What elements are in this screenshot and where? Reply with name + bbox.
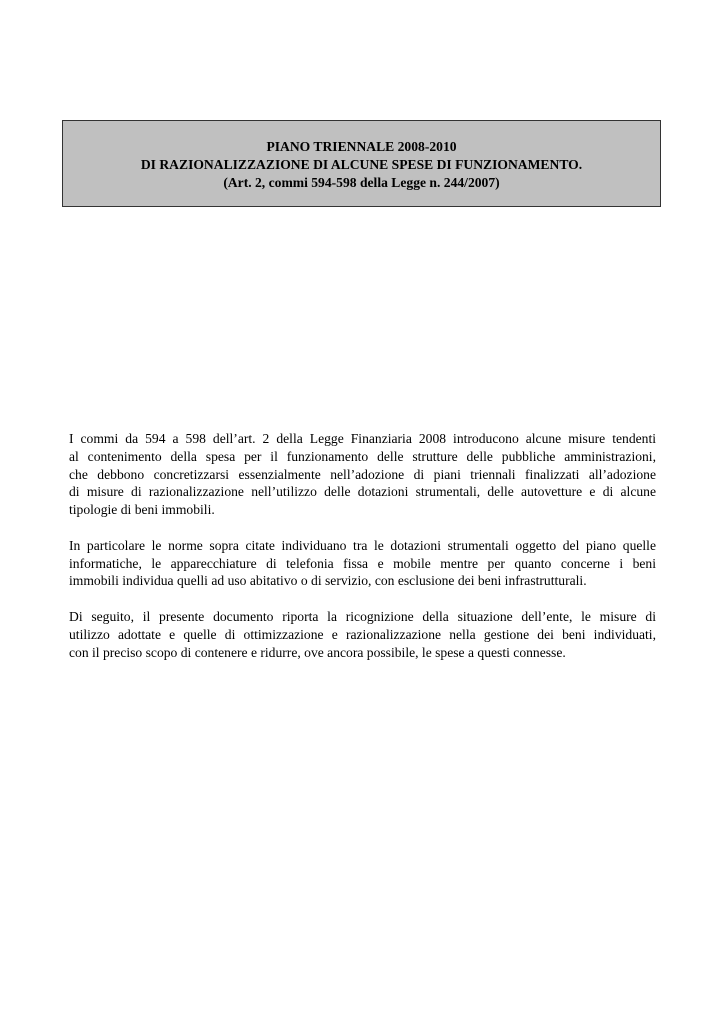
paragraph-line: informatiche, le apparecchiature di telefonia fissa e mobile mentre per quanto concerne i beni	[69, 555, 656, 571]
paragraph-line: di misure di razionalizzazione nell’utilizzo delle dotazioni strumentali, delle autovetture e di alcune	[69, 484, 656, 500]
paragraph-line: I commi da 594 a 598 dell’art. 2 della Legge Finanziaria 2008 introducono alcune misure tendenti	[69, 431, 656, 446]
title-box	[62, 120, 661, 207]
paragraph-line: immobili individua quelli ad uso abitativo o di servizio, con esclusione dei beni infrastrutturali.	[69, 573, 587, 589]
title-line-2: DI RAZIONALIZZAZIONE DI ALCUNE SPESE DI FUNZIONAMENTO.	[140, 157, 583, 172]
paragraph-line: Di seguito, il presente documento riporta la ricognizione della situazione dell’ente, le misure di	[69, 608, 656, 624]
paragraph-line: con il preciso scopo di contenere e ridurre, ove ancora possibile, le spese a questi connesse.	[69, 644, 566, 660]
paragraph-line: utilizzo adottate e quelle di ottimizzazione e razionalizzazione nella gestione dei beni individuati,	[69, 626, 656, 642]
paragraph-line: al contenimento della spesa per il funzionamento delle strutture delle pubbliche amministrazioni,	[69, 448, 656, 464]
paragraph-line: tipologie di beni immobili.	[69, 502, 215, 518]
paragraph-intro	[69, 430, 656, 519]
paragraph-line: che debbono concretizzarsi essenzialmente nell’adozione di piani triennali finalizzati all’adozione	[69, 466, 656, 482]
body-text	[69, 430, 656, 679]
paragraph-line: In particolare le norme sopra citate individuano tra le dotazioni strumentali oggetto del piano quelle	[69, 537, 656, 553]
paragraph-purpose	[69, 608, 656, 661]
title-line-1: PIANO TRIENNALE 2008-2010	[266, 139, 457, 154]
paragraph-norms	[69, 537, 656, 590]
title-line-3: (Art. 2, commi 594-598 della Legge n. 244/2007)	[223, 175, 500, 190]
